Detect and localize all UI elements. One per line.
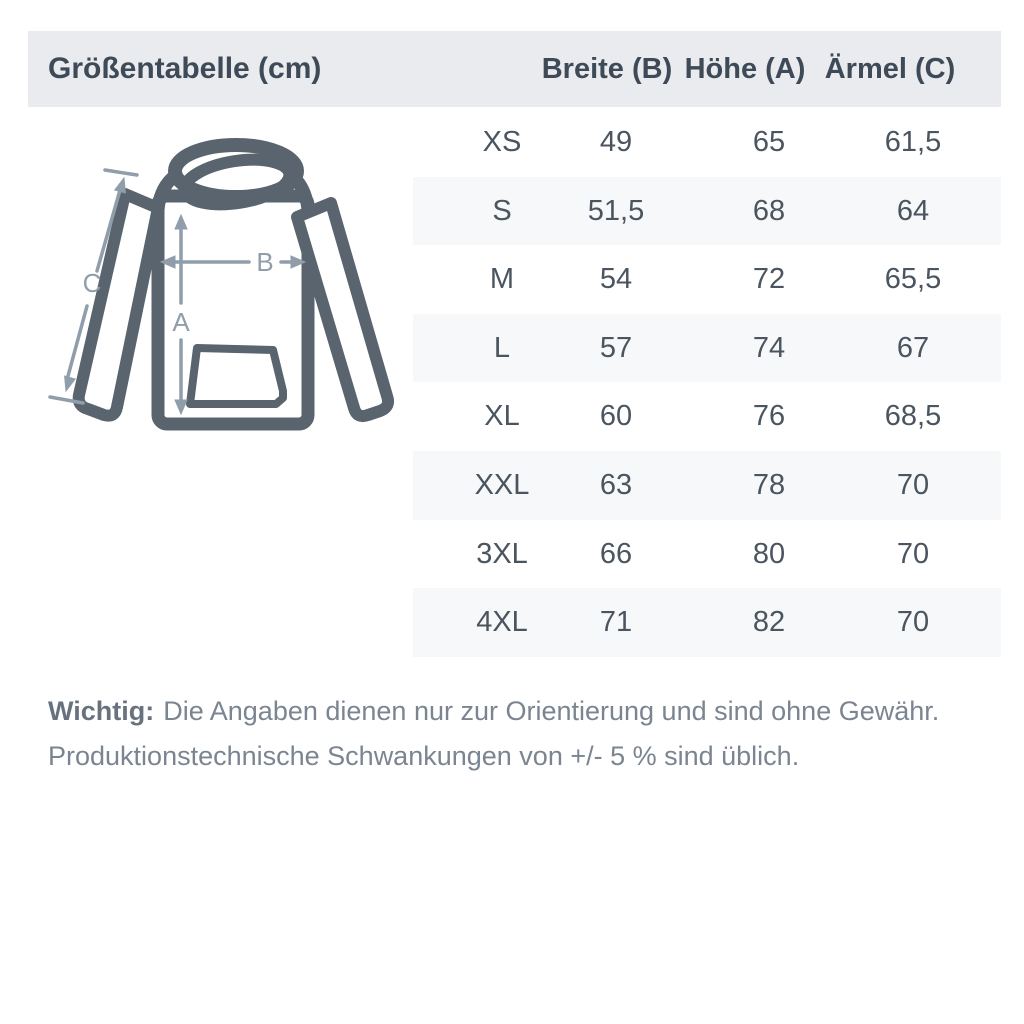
size-cell: XS — [482, 126, 522, 158]
hoodie-diagram — [25, 118, 425, 453]
aermel-cell: 67 — [896, 331, 930, 364]
table-row-xxl — [413, 451, 1001, 520]
size-cell: S — [492, 194, 512, 227]
disclaimer-label: Wichtig: — [48, 696, 155, 726]
table-row-xs — [413, 108, 1001, 177]
aermel-cell: 70 — [896, 606, 930, 639]
dimension-label-b: B — [256, 247, 274, 277]
aermel-cell: 65,5 — [884, 263, 942, 296]
aermel-cell: 68,5 — [884, 400, 942, 433]
table-header — [28, 31, 1001, 107]
breite-cell: 51,5 — [587, 194, 645, 227]
hoehe-cell: 68 — [752, 194, 786, 227]
dimension-label-c: C — [82, 268, 102, 298]
column-header-hoehe: Höhe (A) — [684, 53, 806, 85]
hoehe-cell: 76 — [752, 400, 786, 433]
size-cell: 3XL — [476, 537, 528, 570]
aermel-cell: 64 — [896, 194, 930, 227]
hoehe-cell: 78 — [752, 468, 786, 501]
breite-cell: 66 — [599, 537, 633, 570]
hoehe-cell: 65 — [752, 126, 786, 158]
breite-cell: 54 — [599, 263, 633, 296]
aermel-cell: 70 — [896, 537, 930, 570]
hoehe-cell: 72 — [752, 263, 786, 296]
breite-cell: 57 — [599, 331, 633, 364]
hoehe-cell: 80 — [752, 537, 786, 570]
table-row-l — [413, 314, 1001, 383]
page-title: Größentabelle (cm) — [48, 52, 322, 85]
breite-cell: 60 — [599, 400, 633, 433]
table-row-s — [413, 177, 1001, 246]
dimension-label-a: A — [172, 307, 190, 337]
size-cell: 4XL — [476, 606, 528, 639]
table-row-4xl — [413, 588, 1001, 657]
hoehe-cell: 74 — [752, 331, 786, 364]
size-table-body — [413, 108, 1001, 657]
size-cell: L — [493, 331, 511, 364]
table-row-m — [413, 245, 1001, 314]
size-cell: M — [489, 263, 515, 296]
table-row-xl — [413, 382, 1001, 451]
aermel-cell: 70 — [896, 468, 930, 501]
size-cell: XXL — [474, 468, 530, 501]
breite-cell: 49 — [599, 126, 633, 158]
hoehe-cell: 82 — [752, 606, 786, 639]
table-row-3xl — [413, 520, 1001, 589]
disclaimer-note — [48, 689, 978, 779]
breite-cell: 63 — [599, 468, 633, 501]
disclaimer-line2: Produktionstechnische Schwankungen von +/- 5 % sind üblich. — [48, 741, 800, 771]
breite-cell: 71 — [599, 606, 633, 639]
disclaimer-line1: Die Angaben dienen nur zur Orientierung und sind ohne Gewähr. — [163, 696, 940, 726]
column-header-aermel: Ärmel (C) — [824, 53, 956, 85]
column-header-breite: Breite (B) — [541, 53, 673, 85]
size-cell: XL — [484, 400, 520, 433]
aermel-cell: 61,5 — [884, 126, 942, 158]
